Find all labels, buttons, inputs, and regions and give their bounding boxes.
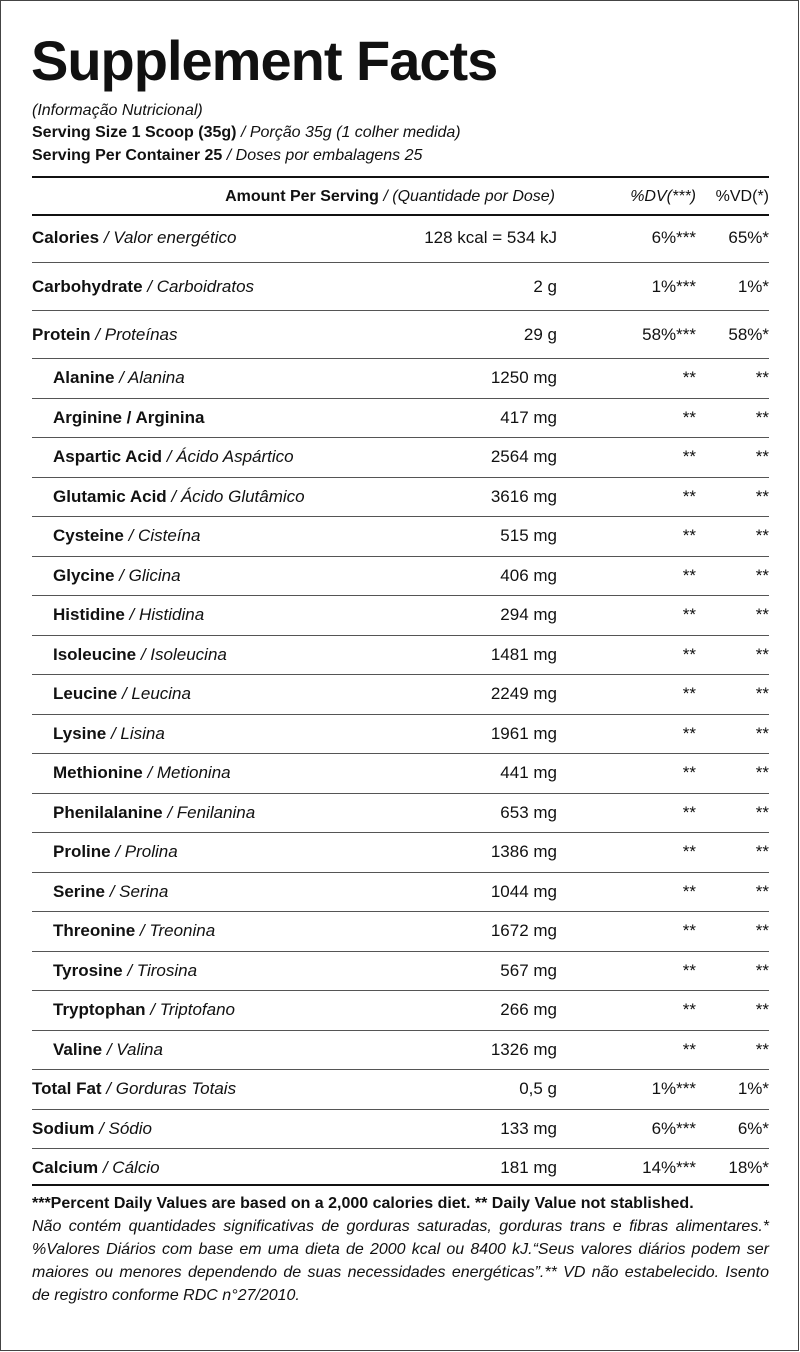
nutrient-dv: ** [682, 921, 696, 941]
nutrient-amount: 1481 mg [490, 644, 557, 664]
nutrient-dv: ** [682, 407, 696, 427]
nutrient-amount: 567 mg [500, 960, 557, 980]
nutrient-name-en: Glutamic Acid [53, 486, 167, 506]
nutrient-name-en: Glycine [53, 565, 115, 585]
nutrient-dv: ** [682, 802, 696, 822]
nutrient-vd: ** [755, 368, 769, 388]
nutrient-row [32, 635, 769, 675]
nutrient-row [32, 990, 769, 1030]
nutrient-name-en: Protein [32, 324, 91, 344]
nutrient-row [32, 214, 769, 262]
nutrient-name [53, 763, 231, 783]
nutrient-amount: 2564 mg [490, 447, 557, 467]
nutrient-dv: ** [682, 526, 696, 546]
nutrient-name-pt: / Proteínas [90, 324, 178, 344]
nutrient-name [53, 803, 255, 823]
nutrient-vd: 18%* [728, 1158, 769, 1178]
nutrient-name [53, 408, 204, 428]
nutrient-name [53, 724, 165, 744]
nutrient-dv: 1%*** [651, 1079, 696, 1099]
nutrient-amount: 133 mg [500, 1118, 557, 1138]
nutrient-name-pt: / Valina [102, 1039, 163, 1059]
label-title: Supplement Facts [31, 29, 498, 92]
nutrient-vd: ** [755, 763, 769, 783]
footnote [32, 1192, 769, 1307]
nutrient-row [32, 262, 769, 310]
nutrient-amount: 294 mg [500, 605, 557, 625]
nutrient-vd: ** [755, 881, 769, 901]
nutrient-row [32, 872, 769, 912]
nutrient-name [53, 645, 227, 665]
nutrient-vd: ** [755, 723, 769, 743]
nutrient-name [32, 1158, 160, 1178]
nutrient-name-pt: / Prolina [110, 842, 178, 862]
nutrient-dv: ** [682, 1039, 696, 1059]
footnote-bold: ***Percent Daily Values are based on a 2,000 calories diet. ** Daily Value not stablished. [32, 1195, 694, 1212]
nutrient-name-pt: / Glicina [114, 565, 181, 585]
nutrient-name [32, 228, 236, 248]
nutrient-name-en: Alanine [53, 368, 115, 388]
nutrient-dv: 58%*** [642, 324, 696, 344]
nutrient-row [32, 714, 769, 754]
header-vd: %VD(*) [715, 188, 769, 205]
nutrient-name-en: Isoleucine [53, 644, 137, 664]
nutrient-vd: ** [755, 1039, 769, 1059]
footnote-italic: Não contém quantidades significativas de gorduras saturadas, gorduras trans e fibras alimentares.* %Valores Diários com base em uma dieta de 2000 kcal ou 8400 kJ.“Seus valores diários podem ser maiores ou menores dependendo de suas necessidades energéticas”.** VD não estabelecido. Isento de registro conforme RDC n°27/2010. [32, 1218, 769, 1304]
nutrient-name [53, 1000, 235, 1020]
nutrient-row [32, 437, 769, 477]
nutrient-name-en: Threonine [53, 921, 136, 941]
table-header [32, 184, 769, 212]
nutrient-name-en: Total Fat [32, 1079, 102, 1099]
nutrient-name-pt: / Histidina [124, 605, 205, 625]
nutrient-dv: ** [682, 565, 696, 585]
nutrient-name [53, 684, 191, 704]
nutrient-name-en: Calories [32, 228, 100, 247]
nutrient-name-pt: / Ácido Glutâmico [166, 486, 305, 506]
nutrient-name-pt: / Lisina [106, 723, 165, 743]
nutrient-table [32, 214, 769, 1188]
nutrient-name [53, 961, 197, 981]
nutrient-name-pt: / Tirosina [122, 960, 198, 980]
nutrient-row [32, 556, 769, 596]
nutrient-row [32, 753, 769, 793]
nutrient-amount: 2249 mg [490, 684, 557, 704]
nutrient-amount: 1672 mg [490, 921, 557, 941]
nutrient-row [32, 595, 769, 635]
nutrient-vd: ** [755, 960, 769, 980]
nutrient-amount: 1044 mg [490, 881, 557, 901]
nutrient-name-pt: / Isoleucina [136, 644, 227, 664]
nutrient-amount: 1961 mg [490, 723, 557, 743]
nutrient-amount: 29 g [523, 324, 557, 344]
nutrient-amount: 441 mg [500, 763, 557, 783]
nutrient-name-pt: / Gorduras Totais [101, 1079, 237, 1099]
nutrient-row [32, 793, 769, 833]
nutrient-name-en: Valine [53, 1039, 103, 1059]
nutrient-row [32, 832, 769, 872]
nutrient-name [32, 277, 254, 297]
nutrient-amount: 2 g [533, 276, 557, 296]
nutrient-name-en: Carbohydrate [32, 276, 143, 296]
nutrient-name-en: Calcium [32, 1158, 99, 1178]
nutrient-name-pt: / Ácido Aspártico [161, 447, 294, 467]
nutrition-info-subtitle: (Informação Nutricional) [32, 102, 203, 119]
nutrient-vd: 1%* [737, 276, 769, 296]
nutrient-dv: ** [682, 644, 696, 664]
nutrient-amount: 417 mg [500, 407, 557, 427]
nutrient-row [32, 516, 769, 556]
nutrient-row [32, 1069, 769, 1109]
nutrient-amount: 266 mg [500, 1000, 557, 1020]
nutrient-name [32, 1119, 152, 1139]
nutrient-dv: ** [682, 842, 696, 862]
nutrient-name-en: Lysine [53, 723, 107, 743]
nutrient-vd: 58%* [728, 324, 769, 344]
nutrient-name-pt: / Triptofano [145, 1000, 236, 1020]
nutrient-name [53, 882, 168, 902]
nutrient-name [53, 566, 181, 586]
nutrient-name-en: Histidine [53, 605, 125, 625]
nutrient-vd: ** [755, 1000, 769, 1020]
nutrient-dv: ** [682, 763, 696, 783]
nutrient-dv: ** [682, 447, 696, 467]
nutrient-name [53, 447, 294, 467]
servings-per-container-en: Serving Per Container 25 [32, 147, 223, 164]
nutrient-vd: 65%* [728, 228, 769, 247]
nutrient-vd: ** [755, 842, 769, 862]
nutrient-name-pt: / Valor energético [99, 228, 237, 247]
nutrient-name-en: Arginine / Arginina [53, 407, 205, 427]
nutrient-vd: ** [755, 407, 769, 427]
nutrient-dv: ** [682, 684, 696, 704]
nutrient-name-pt: / Metionina [142, 763, 231, 783]
nutrient-dv: ** [682, 881, 696, 901]
nutrient-name [53, 526, 200, 546]
nutrient-name [53, 487, 305, 507]
nutrient-row [32, 398, 769, 438]
nutrient-name [53, 605, 204, 625]
nutrient-name-pt: / Treonina [135, 921, 216, 941]
nutrient-vd: ** [755, 684, 769, 704]
nutrient-name [32, 1079, 236, 1099]
nutrient-amount: 3616 mg [490, 486, 557, 506]
serving-size-pt: / Porção 35g (1 colher medida) [236, 124, 461, 141]
nutrient-row [32, 674, 769, 714]
nutrient-name-pt: / Fenilanina [162, 802, 256, 822]
nutrient-name-pt: / Serina [104, 881, 169, 901]
nutrient-name-pt: / Alanina [114, 368, 185, 388]
nutrient-vd: 1%* [737, 1079, 769, 1099]
nutrient-amount: 1326 mg [490, 1039, 557, 1059]
nutrient-row [32, 310, 769, 358]
nutrient-name-en: Tryptophan [53, 1000, 146, 1020]
nutrient-amount: 406 mg [500, 565, 557, 585]
nutrient-name-en: Tyrosine [53, 960, 123, 980]
nutrient-amount: 653 mg [500, 802, 557, 822]
nutrient-vd: ** [755, 486, 769, 506]
serving-size-en: Serving Size 1 Scoop (35g) [32, 124, 237, 141]
nutrient-vd: ** [755, 565, 769, 585]
nutrient-name-en: Leucine [53, 684, 118, 704]
nutrient-amount: 128 kcal = 534 kJ [424, 228, 557, 247]
nutrient-dv: ** [682, 486, 696, 506]
nutrient-name [53, 921, 215, 941]
nutrient-name-pt: / Cisteína [123, 526, 201, 546]
serving-size [32, 123, 461, 143]
nutrient-dv: ** [682, 723, 696, 743]
nutrient-name-en: Cysteine [53, 526, 124, 546]
nutrient-row [32, 358, 769, 398]
nutrient-amount: 1386 mg [490, 842, 557, 862]
nutrient-row [32, 1109, 769, 1149]
nutrient-row [32, 477, 769, 517]
nutrient-name-en: Sodium [32, 1118, 95, 1138]
nutrient-vd: ** [755, 921, 769, 941]
nutrient-dv: 1%*** [651, 276, 696, 296]
nutrient-vd: ** [755, 644, 769, 664]
nutrient-vd: ** [755, 802, 769, 822]
nutrient-name-en: Methionine [53, 763, 143, 783]
nutrient-name-en: Aspartic Acid [53, 447, 162, 467]
nutrient-name [53, 842, 178, 862]
nutrient-dv: 6%*** [651, 1118, 696, 1138]
nutrient-name-en: Serine [53, 881, 105, 901]
nutrient-name-en: Proline [53, 842, 111, 862]
nutrient-name [53, 1040, 163, 1060]
nutrient-row [32, 951, 769, 991]
nutrient-row [32, 1030, 769, 1070]
top-divider [32, 176, 769, 178]
nutrient-name [53, 368, 185, 388]
nutrient-name-pt: / Leucina [117, 684, 191, 704]
nutrient-amount: 1250 mg [490, 368, 557, 388]
nutrient-dv: ** [682, 368, 696, 388]
nutrient-dv: ** [682, 1000, 696, 1020]
header-amount [225, 188, 555, 206]
nutrient-dv: ** [682, 960, 696, 980]
nutrient-amount: 515 mg [500, 526, 557, 546]
nutrient-name-pt: / Carboidratos [142, 276, 255, 296]
header-amount-en: Amount Per Serving [225, 188, 379, 205]
nutrient-name [32, 325, 178, 345]
nutrient-dv: 6%*** [651, 228, 696, 247]
nutrient-name-pt: / Cálcio [98, 1158, 160, 1178]
nutrient-dv: 14%*** [642, 1158, 696, 1178]
nutrient-amount: 181 mg [500, 1158, 557, 1178]
nutrient-vd: 6%* [737, 1118, 769, 1138]
bottom-divider [32, 1184, 769, 1186]
nutrient-row [32, 911, 769, 951]
nutrient-row [32, 1148, 769, 1188]
header-amount-pt: / (Quantidade por Dose) [378, 188, 555, 205]
nutrient-name-en: Phenilalanine [53, 802, 163, 822]
nutrient-vd: ** [755, 447, 769, 467]
servings-per-container [32, 146, 422, 166]
nutrient-vd: ** [755, 605, 769, 625]
nutrient-vd: ** [755, 526, 769, 546]
header-dv: %DV(***) [630, 188, 696, 205]
nutrient-amount: 0,5 g [519, 1079, 557, 1099]
servings-per-container-pt: / Doses por embalagens 25 [222, 147, 423, 164]
nutrient-dv: ** [682, 605, 696, 625]
nutrient-name-pt: / Sódio [94, 1118, 152, 1138]
